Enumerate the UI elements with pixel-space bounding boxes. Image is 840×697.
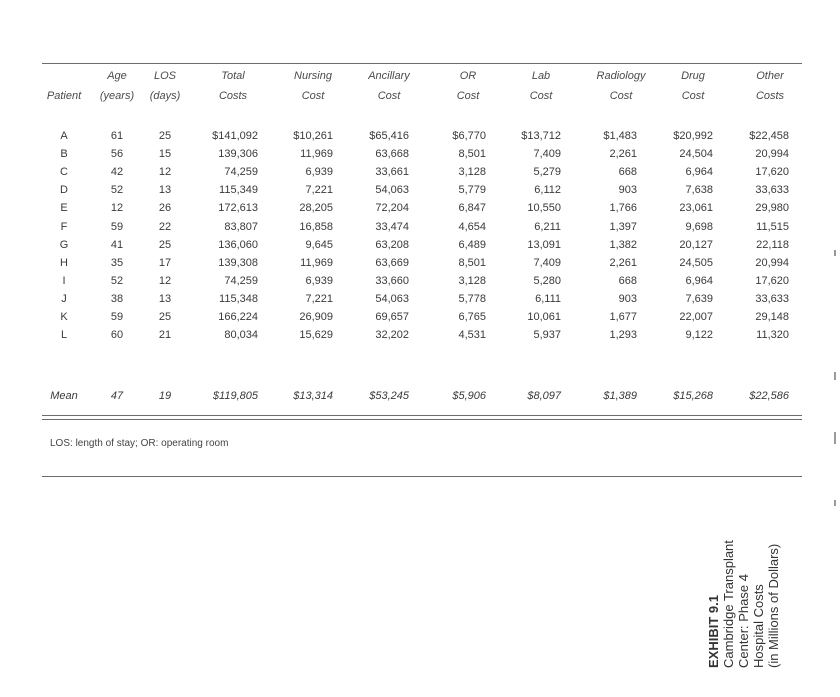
- table-cell-other-costs: 20,994: [755, 148, 789, 160]
- header-age: Age: [107, 70, 127, 82]
- caption-exhibit-number: EXHIBIT 9.1: [706, 595, 721, 668]
- table-cell-total-costs: 139,306: [218, 148, 258, 160]
- table-cell-drug-cost: 24,504: [679, 148, 713, 160]
- table-cell-nursing-cost: 15,629: [299, 329, 333, 341]
- header-los: (days): [149, 90, 181, 102]
- header-other-costs: Other: [756, 70, 784, 82]
- table-cell-ancillary-cost: 33,661: [375, 166, 409, 178]
- mean-cell-age: 47: [110, 390, 124, 402]
- table-cell-patient: C: [60, 166, 68, 178]
- mean-cell-los: 19: [158, 390, 172, 402]
- table-cell-total-costs: 115,349: [219, 184, 258, 196]
- table-cell-lab-cost: 6,111: [535, 293, 561, 305]
- table-cell-age: 52: [110, 275, 124, 287]
- table-cell-total-costs: $141,092: [212, 130, 258, 142]
- table-cell-or-cost: $6,770: [452, 130, 486, 142]
- caption-line-4: Hospital Costs: [751, 584, 766, 668]
- table-bottom-rule-1: [42, 415, 802, 416]
- caption-line-2: Cambridge Transplant: [721, 540, 736, 668]
- table-cell-radiology-cost: 1,766: [609, 202, 637, 214]
- header-nursing-cost: Nursing: [294, 70, 332, 82]
- table-cell-patient: G: [59, 239, 69, 251]
- table-cell-ancillary-cost: $65,416: [369, 130, 409, 142]
- page-edge-mark: [834, 432, 836, 444]
- table-cell-other-costs: 17,620: [755, 275, 789, 287]
- table-bottom-rule-2: [42, 419, 802, 420]
- table-cell-drug-cost: 7,639: [685, 293, 713, 305]
- table-cell-drug-cost: 6,964: [685, 275, 713, 287]
- header-ancillary-cost: Ancillary: [368, 70, 410, 82]
- table-cell-los: 15: [158, 148, 172, 160]
- table-cell-los: 26: [158, 202, 172, 214]
- table-cell-lab-cost: 5,279: [533, 166, 561, 178]
- table-cell-or-cost: 8,501: [458, 257, 486, 269]
- table-cell-nursing-cost: 6,939: [305, 166, 333, 178]
- table-cell-lab-cost: $13,712: [521, 130, 561, 142]
- table-cell-patient: H: [60, 257, 68, 269]
- table-cell-drug-cost: 20,127: [679, 239, 713, 251]
- table-cell-total-costs: 74,259: [224, 275, 258, 287]
- mean-cell-total-costs: $119,805: [212, 390, 258, 402]
- table-cell-los: 22: [158, 221, 172, 233]
- table-cell-patient: K: [60, 311, 68, 323]
- table-cell-lab-cost: 13,091: [527, 239, 561, 251]
- table-cell-nursing-cost: 11,969: [300, 148, 333, 160]
- header-radiology-cost: Radiology: [596, 70, 646, 82]
- table-cell-nursing-cost: 11,969: [300, 257, 333, 269]
- mean-cell-other-costs: $22,586: [749, 390, 789, 402]
- table-cell-total-costs: 166,224: [218, 311, 258, 323]
- table-cell-patient: L: [60, 329, 68, 341]
- table-cell-ancillary-cost: 63,669: [375, 257, 409, 269]
- table-cell-radiology-cost: $1,483: [603, 130, 637, 142]
- table-cell-other-costs: 11,515: [756, 221, 789, 233]
- table-cell-other-costs: 33,633: [755, 184, 789, 196]
- table-cell-or-cost: 3,128: [458, 275, 486, 287]
- table-cell-or-cost: 5,778: [458, 293, 486, 305]
- caption-line-5: (in Millions of Dollars): [766, 543, 781, 668]
- table-cell-patient: I: [62, 275, 66, 287]
- mean-cell-drug-cost: $15,268: [673, 390, 713, 402]
- header-ancillary-cost: Cost: [377, 90, 401, 102]
- table-cell-patient: J: [61, 293, 67, 305]
- header-age: (years): [99, 90, 135, 102]
- table-cell-drug-cost: $20,992: [673, 130, 713, 142]
- table-cell-ancillary-cost: 32,202: [375, 329, 409, 341]
- page-edge-mark: [834, 250, 836, 256]
- table-cell-total-costs: 83,807: [224, 221, 258, 233]
- table-cell-or-cost: 4,531: [458, 329, 486, 341]
- table-cell-nursing-cost: 26,909: [299, 311, 333, 323]
- table-cell-or-cost: 6,847: [458, 202, 486, 214]
- table-cell-los: 25: [158, 311, 172, 323]
- header-drug-cost: Drug: [681, 70, 705, 82]
- table-cell-los: 17: [158, 257, 172, 269]
- table-cell-ancillary-cost: 33,660: [375, 275, 409, 287]
- table-cell-patient: D: [60, 184, 68, 196]
- table-cell-los: 25: [158, 130, 172, 142]
- header-total-costs: Costs: [218, 90, 248, 102]
- table-cell-age: 41: [110, 239, 124, 251]
- mean-cell-nursing-cost: $13,314: [293, 390, 333, 402]
- table-cell-patient: F: [60, 221, 68, 233]
- header-other-costs: Costs: [755, 90, 785, 102]
- table-cell-drug-cost: 24,505: [679, 257, 713, 269]
- header-lab-cost: Lab: [531, 70, 551, 82]
- table-cell-nursing-cost: $10,261: [293, 130, 333, 142]
- table-cell-nursing-cost: 6,939: [305, 275, 333, 287]
- mean-cell-patient: Mean: [50, 390, 78, 402]
- table-cell-ancillary-cost: 33,474: [375, 221, 409, 233]
- header-patient: Patient: [46, 90, 82, 102]
- table-cell-age: 52: [110, 184, 124, 196]
- table-cell-age: 35: [110, 257, 124, 269]
- table-cell-drug-cost: 23,061: [679, 202, 713, 214]
- table-cell-patient: E: [60, 202, 68, 214]
- table-cell-or-cost: 4,654: [458, 221, 486, 233]
- table-cell-lab-cost: 7,409: [533, 257, 561, 269]
- table-cell-radiology-cost: 903: [618, 184, 637, 196]
- table-cell-other-costs: 17,620: [755, 166, 789, 178]
- table-cell-age: 56: [110, 148, 124, 160]
- table-cell-ancillary-cost: 69,657: [375, 311, 409, 323]
- header-or-cost: OR: [459, 70, 477, 82]
- mean-cell-lab-cost: $8,097: [527, 390, 561, 402]
- header-or-cost: Cost: [456, 90, 480, 102]
- table-cell-age: 61: [110, 130, 124, 142]
- table-cell-other-costs: 29,980: [755, 202, 789, 214]
- header-total-costs: Total: [221, 70, 245, 82]
- header-drug-cost: Cost: [681, 90, 705, 102]
- table-cell-drug-cost: 9,122: [685, 329, 713, 341]
- table-cell-lab-cost: 7,409: [533, 148, 561, 160]
- table-cell-ancillary-cost: 63,668: [375, 148, 409, 160]
- table-cell-age: 38: [110, 293, 124, 305]
- header-radiology-cost: Cost: [609, 90, 633, 102]
- table-cell-radiology-cost: 2,261: [609, 148, 637, 160]
- table-cell-total-costs: 172,613: [218, 202, 258, 214]
- table-cell-age: 12: [110, 202, 124, 214]
- table-cell-nursing-cost: 7,221: [305, 293, 333, 305]
- table-cell-los: 25: [158, 239, 172, 251]
- table-cell-radiology-cost: 2,261: [609, 257, 637, 269]
- table-cell-lab-cost: 5,280: [533, 275, 561, 287]
- table-cell-lab-cost: 10,550: [527, 202, 561, 214]
- table-cell-or-cost: 5,779: [458, 184, 486, 196]
- table-cell-ancillary-cost: 63,208: [375, 239, 409, 251]
- table-cell-ancillary-cost: 72,204: [375, 202, 409, 214]
- page-edge-mark: [834, 372, 836, 380]
- table-cell-radiology-cost: 668: [618, 275, 637, 287]
- table-cell-or-cost: 3,128: [458, 166, 486, 178]
- header-nursing-cost: Cost: [301, 90, 325, 102]
- table-cell-patient: B: [60, 148, 68, 160]
- mean-cell-or-cost: $5,906: [452, 390, 486, 402]
- table-cell-nursing-cost: 7,221: [305, 184, 333, 196]
- table-cell-or-cost: 8,501: [458, 148, 486, 160]
- page-edge-mark: [834, 500, 836, 506]
- table-cell-age: 59: [110, 311, 124, 323]
- exhibit-caption: [706, 540, 781, 668]
- table-cell-nursing-cost: 9,645: [305, 239, 333, 251]
- mean-cell-radiology-cost: $1,389: [603, 390, 637, 402]
- mean-cell-ancillary-cost: $53,245: [369, 390, 409, 402]
- table-cell-radiology-cost: 1,382: [609, 239, 637, 251]
- table-footnote: LOS: length of stay; OR: operating room: [50, 438, 229, 449]
- table-cell-age: 59: [110, 221, 124, 233]
- table-cell-patient: A: [60, 130, 68, 142]
- table-cell-other-costs: 29,148: [755, 311, 789, 323]
- table-cell-nursing-cost: 28,205: [299, 202, 333, 214]
- table-cell-lab-cost: 6,211: [534, 221, 561, 233]
- table-cell-radiology-cost: 1,677: [609, 311, 637, 323]
- table-cell-los: 13: [158, 293, 172, 305]
- table-top-rule: [42, 63, 802, 64]
- table-cell-other-costs: 22,118: [756, 239, 789, 251]
- table-cell-radiology-cost: 1,293: [609, 329, 637, 341]
- table-cell-nursing-cost: 16,858: [299, 221, 333, 233]
- caption-line-3: Center: Phase 4: [736, 574, 751, 668]
- table-cell-drug-cost: 6,964: [685, 166, 713, 178]
- table-cell-age: 60: [110, 329, 124, 341]
- table-cell-los: 12: [158, 166, 172, 178]
- table-cell-other-costs: 11,320: [756, 329, 789, 341]
- table-cell-radiology-cost: 1,397: [609, 221, 637, 233]
- table-cell-other-costs: $22,458: [749, 130, 789, 142]
- footnote-rule: [42, 476, 802, 477]
- table-cell-lab-cost: 10,061: [527, 311, 561, 323]
- table-cell-ancillary-cost: 54,063: [375, 293, 409, 305]
- header-lab-cost: Cost: [529, 90, 553, 102]
- table-cell-los: 13: [158, 184, 172, 196]
- table-cell-radiology-cost: 903: [618, 293, 637, 305]
- table-cell-total-costs: 136,060: [218, 239, 258, 251]
- table-cell-ancillary-cost: 54,063: [375, 184, 409, 196]
- header-los: LOS: [153, 70, 177, 82]
- table-cell-other-costs: 33,633: [755, 293, 789, 305]
- table-cell-drug-cost: 7,638: [685, 184, 713, 196]
- table-cell-other-costs: 20,994: [755, 257, 789, 269]
- table-cell-drug-cost: 22,007: [679, 311, 713, 323]
- table-cell-los: 12: [158, 275, 172, 287]
- table-cell-total-costs: 80,034: [224, 329, 258, 341]
- table-cell-total-costs: 115,348: [219, 293, 258, 305]
- table-cell-drug-cost: 9,698: [685, 221, 713, 233]
- table-cell-radiology-cost: 668: [618, 166, 637, 178]
- table-cell-or-cost: 6,765: [458, 311, 486, 323]
- table-cell-los: 21: [158, 329, 172, 341]
- table-cell-total-costs: 74,259: [224, 166, 258, 178]
- table-cell-lab-cost: 6,112: [534, 184, 561, 196]
- table-cell-total-costs: 139,308: [218, 257, 258, 269]
- table-cell-age: 42: [110, 166, 124, 178]
- table-cell-or-cost: 6,489: [458, 239, 486, 251]
- table-cell-lab-cost: 5,937: [533, 329, 561, 341]
